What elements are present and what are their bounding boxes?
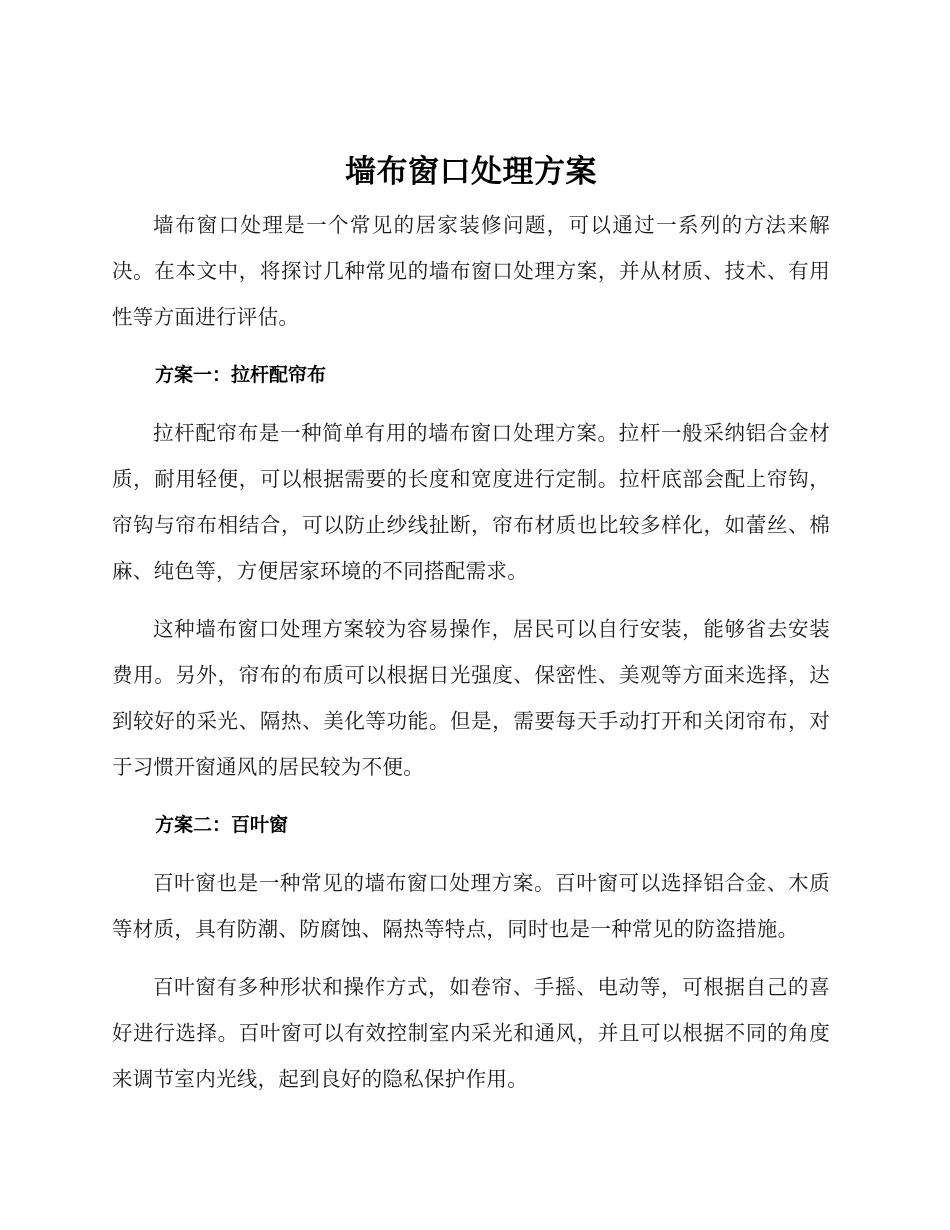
section-1-paragraph-2: 这种墙布窗口处理方案较为容易操作，居民可以自行安装，能够省去安装费用。另外，帘布的布质可以根据日光强度、保密性、美观等方面来选择，达到较好的采光、隔热、美化等功能。但是，需要每天手动打开和关闭帘布，对于习惯开窗通风的居民较为不便。 [112,617,830,779]
section-2-heading: 方案二：百叶窗 [155,814,289,836]
section-1-heading: 方案一：拉杆配帘布 [155,364,327,386]
section-2-paragraph-1: 百叶窗也是一种常见的墙布窗口处理方案。百叶窗可以选择铝合金、木质等材质，具有防潮、防腐蚀、隔热等特点，同时也是一种常见的防盗措施。 [112,871,830,941]
section-2-paragraph-2: 百叶窗有多种形状和操作方式，如卷帘、手摇、电动等，可根据自己的喜好进行选择。百叶窗可以有效控制室内采光和通风，并且可以根据不同的角度来调节室内光线，起到良好的隐私保护作用。 [112,975,830,1091]
intro-paragraph: 墙布窗口处理是一个常见的居家装修问题，可以通过一系列的方法来解决。在本文中，将探讨几种常见的墙布窗口处理方案，并从材质、技术、有用性等方面进行评估。 [112,213,830,329]
section-1-paragraph-1: 拉杆配帘布是一种简单有用的墙布窗口处理方案。拉杆一般采纳铝合金材质，耐用轻便，可以根据需要的长度和宽度进行定制。拉杆底部会配上帘钩，帘钩与帘布相结合，可以防止纱线扯断，帘布材质也比较多样化，如蕾丝、棉麻、纯色等，方便居家环境的不同搭配需求。 [112,421,830,583]
document-title: 墙布窗口处理方案 [345,154,597,190]
document-page [112,148,830,1114]
